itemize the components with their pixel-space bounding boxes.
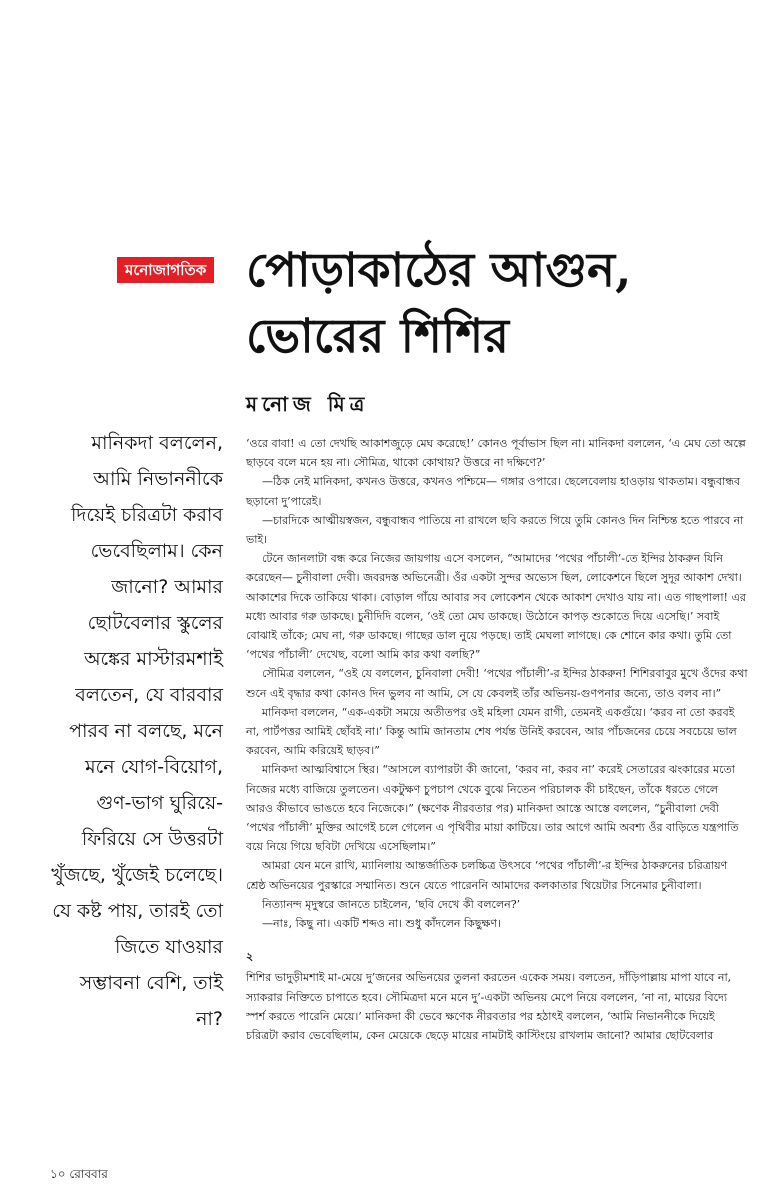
section-number: ২	[246, 950, 254, 964]
body-paragraph: ‘ওরে বাবা! এ তো দেখছি আকাশজুড়ে মেঘ করেছে!’ কোনও পূর্বাভাস ছিল না। মানিকদা বললেন, ‘এ মেঘ তো অল্পে ছাড়বে বলে মনে হয় না। সৌমিত্র, থাকো কোথায়? উত্তরে না দক্ষিণে?’	[246, 437, 746, 470]
body-paragraph: সৌমিত্র বললেন, “ওই যে বললেন, চুনিবালা দেবী! ‘পথের পাঁচালী’-র ইন্দির ঠাকরুন! শিশিরবাবুর মুখে ওঁদের কথা শুনে এই বৃদ্ধার কথা কোনও দিন ভুলব না আমি, সে যে কেবলই তাঁর অভিনয়-গুণপনার জন্যে, তাও বলব না।”	[246, 667, 748, 700]
headline-line-1: পোড়াকাঠের আগুন,	[246, 243, 632, 298]
body-paragraph: মানিকদা বললেন, “এক-একটা সময়ে অতীতপর ওই মহিলা যেমন রাগী, তেমনই একগুঁয়ে। ‘করব না তো করবই না, পার্টপত্তর আমিই ছোঁবই না।’ কিন্তু আমি জানতাম শেষ পর্যন্ত উনিই করবেন, আর পাঁচজনের চেয়ে সবচেয়ে ভাল করবেন, আমি করিয়েই ছাড়ব।”	[246, 705, 737, 758]
body-paragraph: —নাঃ, কিছু না। একটি শব্দও না। শুধু কাঁদলেন কিছুক্ষণ।	[262, 917, 501, 931]
article-body	[246, 434, 748, 1045]
body-paragraph: শিশির ভাদুড়ীমশাই মা-মেয়ে দু’জনের অভিনয়ের তুলনা করতেন একেক সময়। বলতেন, দাঁড়িপাল্লায় মাপা যাবে না, স্যাকরার নিক্তিতে চাপাতে হবে। সৌমিত্রদা মনে মনে দু’-একটা অভিনয় মেপে নিয়ে বললেন, ‘না না, মায়ের বিদ্যে স্পর্শ করতে পারেনি মেয়ে।’ মানিকদা কী ভেবে ক্ষণেক নীরবতার পর হঠাৎই বললেন, ‘আমি নিভাননীকে দিয়েই চরিত্রটা করাব ভেবেছিলাম, কেন মেয়েকে ছেড়ে মায়ের নামটাই কাস্টিংয়ে রাখলাম জানো? আমার ছোটবেলার	[246, 971, 732, 1043]
body-paragraph: আমরা যেন মনে রাখি, ম্যানিলায় আন্তর্জাতিক চলচ্চিত্র উৎসবে ‘পথের পাঁচালী’-র ইন্দির ঠাকরুনের চরিত্রায়ণ শ্রেষ্ঠ অভিনয়ের পুরস্কারে সম্মানিত। শুনে যেতে পারেননি আমাদের কলকাতার থিয়েটার সিনেমার চুনীবালা।	[246, 859, 728, 892]
body-paragraph: মানিকদা আত্মবিশ্বাসে স্থির। “আসলে ব্যাপারটা কী জানো, ‘করব না, করব না’ করেই সেতারের ঝংকারের মতো নিজের মধ্যে বাজিয়ে তুলতেন। একটুক্ষণ চুপচাপ থেকে বুঝে নিতেন পরিচালক কী চাইছেন, তাঁকে ধরতে গেলে আরও কীভাবে ভাঙতে হবে নিজেকে।” (ক্ষণেক নীরবতার পর) মানিকদা আস্তে আস্তে বললেন, “চুনীবালা দেবী ‘পথের পাঁচালী’ মুক্তির আগেই চলে গেলেন এ পৃথিবীর মায়া কাটিয়ে। তার আগে আমি অবশ্য ওঁর বাড়িতে যন্ত্রপাতি বয়ে নিয়ে গিয়ে ছবিটা দেখিয়ে এসেছিলাম।”	[246, 763, 739, 854]
pull-quote: মানিকদা বললেন, আমি নিভাননীকে দিয়েই চরিত্রটা করাব ভেবেছিলাম। কেন জানো? আমার ছোটবেলার স্কুলের অঙ্কের মাস্টারমশাই বলতেন, যে বারবার পারব না বলছে, মনে মনে যোগ-বিয়োগ, গুণ-ভাগ ঘুরিয়ে-ফিরিয়ে সে উত্তরটা খুঁজছে, খুঁজেই চলেছে। যে কষ্ট পায়, তারই তো জিতে যাওয়ার সম্ভাবনা বেশি, তাই না?	[51, 432, 223, 1030]
headline-line-2: ভোরের শিশির	[246, 309, 510, 364]
body-paragraph: —চারদিকে আত্মীয়স্বজন, বন্ধুবান্ধব পাতিয়ে না রাখলে ছবি করতে গিয়ে তুমি কোনও দিন নিশ্চিন্ত হতে পারবে না ভাই।	[246, 513, 744, 547]
body-paragraph: —ঠিক নেই মানিকদা, কখনও উত্তরে, কখনও পশ্চিমে— গঙ্গার ওপারে। ছেলেবেলায় হাওড়ায় থাকতাম। বন্ধুবান্ধব ছড়ানো দু’পারেই।	[246, 475, 741, 508]
body-paragraph: টেনে জানলাটা বন্ধ করে নিজের জায়গায় এসে বসলেন, “আমাদের ‘পথের পাঁচালী’-তে ইন্দির ঠাকরুন যিনি করেছেন— চুনীবালা দেবী। জবরদস্ত অভিনেত্রী। ওঁর একটা সুন্দর অভ্যেস ছিল, লোকেশনে ছিলে সুদূর আকাশ দেখা। আকাশের দিকে তাকিয়ে থাকা। বোড়াল গাঁয়ে আবার সব লোকেশন থেকে আকাশ দেখাও যায় না। এত গাছপালা! এর মধ্যে আবার গরু ডাকছে। চুনীদিদি বলেন, ‘ওই তো মেঘ ডাকছে। উঠোনে কাপড় শুকোতে দিয়ে এসেছি।’ সবাই বোঝাই তাঁকে; মেঘ না, গরু ডাকছে। গাছের ডাল নুয়ে পড়ছে। তাই মেঘলা লাগছে। কে শোনে কার কথা। তুমি তো ‘পথের পাঁচালী’ দেখেছ, বলো আমি কার কথা বলছি?”	[246, 552, 746, 662]
body-paragraph: নিত্যানন্দ মৃদুস্বরে জানতে চাইলেন, ‘ছবি দেখে কী বললেন?’	[262, 897, 521, 911]
section-tag: মনোজাগতিক	[117, 257, 214, 283]
byline: মনোজ মিত্র	[246, 392, 370, 416]
page-footer: ১০ রোববার	[50, 1167, 108, 1181]
headline	[246, 238, 756, 370]
